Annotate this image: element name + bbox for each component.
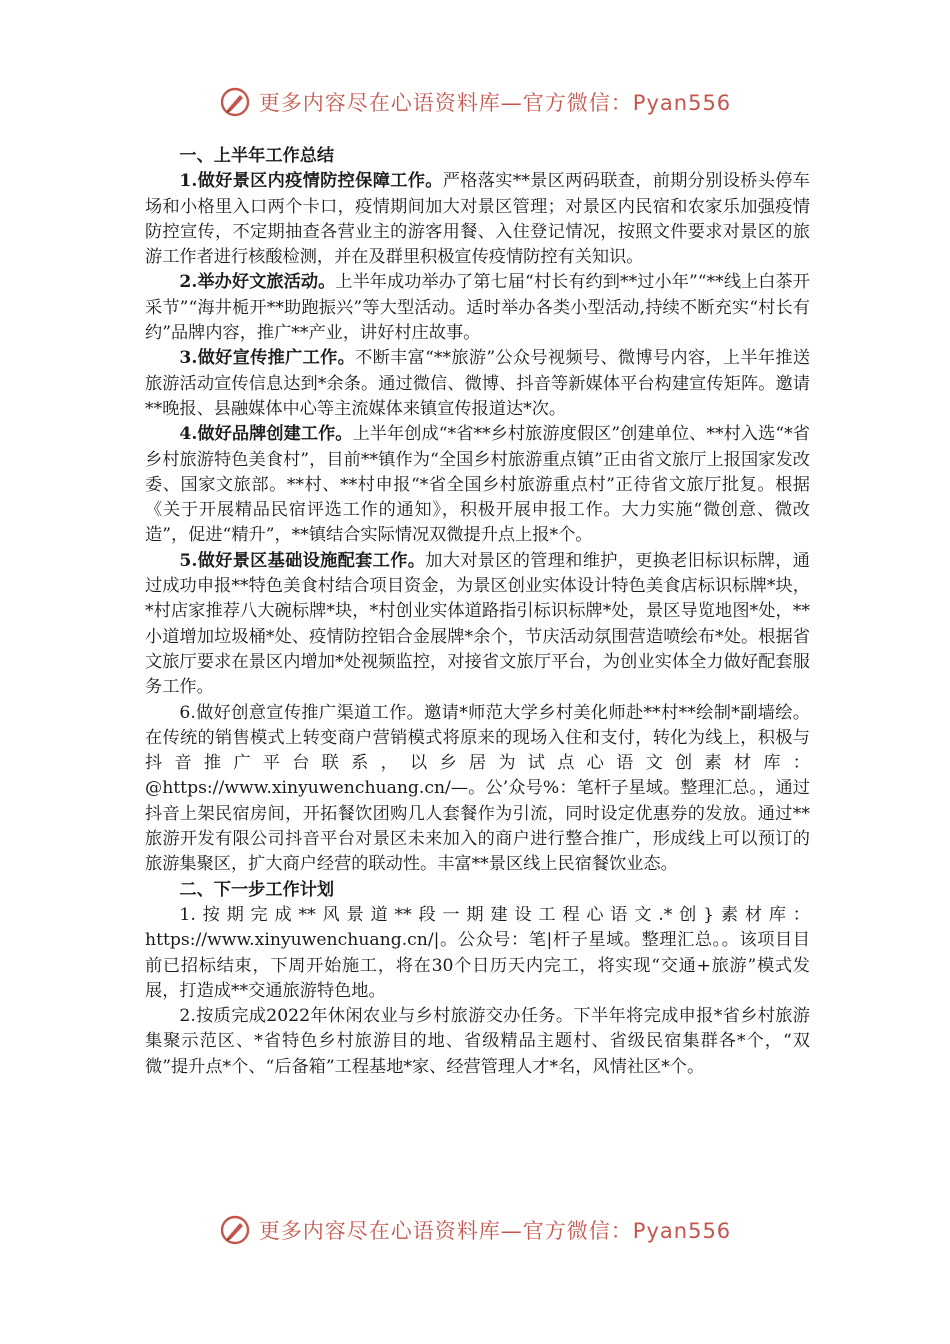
- paragraph: [145, 422, 810, 548]
- paragraph-body: 加大对景区的管理和维护，更换老旧标识标牌，通过成功申报**特色美食村结合项目资金，为景区创业实体设计特色美食店标识标牌*块，*村店家推荐八大碗标牌*块，*村创业实体道路指引标识标牌*处，景区导览地图*处，**小道增加垃圾桶*处、疫情防控铝合金展牌*余个，节庆活动氛围营造喷绘布*处。根据省文旅厅要求在景区内增加*处视频监控，对接省文旅厅平台，为创业实体全力做好配套服务工作。: [145, 550, 810, 698]
- paragraph: [145, 270, 810, 346]
- paragraph: [145, 169, 810, 270]
- paragraph-body: 上半年成功举办了第七届“村长有约到**过小年”“**线上白茶开采节”“海井栀开**助跑振兴”等大型活动。适时举办各类小型活动,持续不断充实“村长有约”品牌内容，推广**产业，讲好村庄故事。: [145, 272, 810, 344]
- paragraph-lead: 2.举办好文旅活动。: [179, 272, 336, 293]
- section-heading: 一、上半年工作总结: [179, 146, 335, 166]
- paragraph: [145, 549, 810, 701]
- pen-logo-icon: [219, 1214, 251, 1246]
- paragraph-body: 6.做好创意宣传推广渠道工作。邀请*师范大学乡村美化师赴**村**绘制*副墙绘。在传统的销售模式上转变商户营销模式将原来的现场入住和支付，转化为线上，积极与抖音推广平台联系，以乡居为试点心语文创素材库：@https://www.xinyuwenchuang.cn/—。公’众号%：笔杆子星域。整理汇总。，通过抖音上架民宿房间，开拓餐饮团购几人套餐作为引流，同时设定优惠券的发放。通过**旅游开发有限公司抖音平台对景区未来加入的商户进行整合推广，形成线上可以预订的旅游集聚区，扩大商户经营的联动性。丰富**景区线上民宿餐饮业态。: [145, 702, 810, 875]
- header-banner: [0, 82, 950, 122]
- paragraph: [145, 701, 810, 878]
- paragraph-body: 不断丰富“**旅游”公众号视频号、微博号内容，上半年推送旅游活动宣传信息达到*余条。通过微信、微博、抖音等新媒体平台构建宣传矩阵。邀请**晚报、县融媒体中心等主流媒体来镇宣传报道达*次。: [145, 348, 811, 419]
- pen-logo-icon: [219, 86, 251, 118]
- paragraph: [145, 346, 810, 422]
- paragraph-lead: 1.做好景区内疫情防控保障工作。: [179, 171, 443, 192]
- banner-text: 更多内容尽在心语资料库—官方微信：Pyan556: [258, 1219, 732, 1243]
- banner-text: 更多内容尽在心语资料库—官方微信：Pyan556: [258, 91, 732, 115]
- paragraph-body: 上半年创成“*省**乡村旅游度假区”创建单位、**村入选“*省乡村旅游特色美食村”，目前**镇作为“全国乡村旅游重点镇”正由省文旅厅上报国家发改委、国家文旅部。**村、**村申报“*省全国乡村旅游重点村”正待省文旅厅批复。根据《关于开展精品民宿评选工作的通知》，积极开展申报工作。大力实施“微创意、微改造”，促进“精升”，**镇结合实际情况双微提升点上报*个。: [145, 424, 810, 546]
- paragraph-lead: 4.做好品牌创建工作。: [179, 424, 353, 445]
- paragraph-body: 1.按期完成**风景道**段一期建设工程心语文.*创}素材库：https://www.xinyuwenchuang.cn/|。公众号：笔|杆子星域。整理汇总。。该项目目前已招标结束，下周开始施工，将在30个日历天内完工，将实现“交通+旅游”模式发展，打造成**交通旅游特色地。: [145, 904, 810, 1001]
- paragraph: [145, 903, 810, 1004]
- paragraph-lead: 3.做好宣传推广工作。: [179, 348, 356, 369]
- paragraph: [145, 1004, 810, 1080]
- paragraph-lead: 5.做好景区基础设施配套工作。: [179, 550, 426, 571]
- section-heading: 二、下一步工作计划: [179, 879, 335, 900]
- paragraph-body: 严格落实**景区两码联查，前期分别设桥头停车场和小格里入口两个卡口，疫情期间加大对景区管理；对景区内民宿和农家乐加强疫情防控宣传，不定期抽查各营业主的游客用餐、入住登记情况，按照文件要求对景区的旅游工作者进行核酸检测，并在及群里积极宣传疫情防控有关知识。: [145, 171, 810, 268]
- paragraph-body: 2.按质完成2022年休闲农业与乡村旅游交办任务。下半年将完成申报*省乡村旅游集聚示范区、*省特色乡村旅游目的地、省级精品主题村、省级民宿集群各*个，“双微”提升点*个、“后备箱”工程基地*家、经营管理人才*名，风情社区*个。: [145, 1006, 810, 1077]
- footer-banner: [0, 1210, 950, 1250]
- document-body: [145, 144, 810, 1080]
